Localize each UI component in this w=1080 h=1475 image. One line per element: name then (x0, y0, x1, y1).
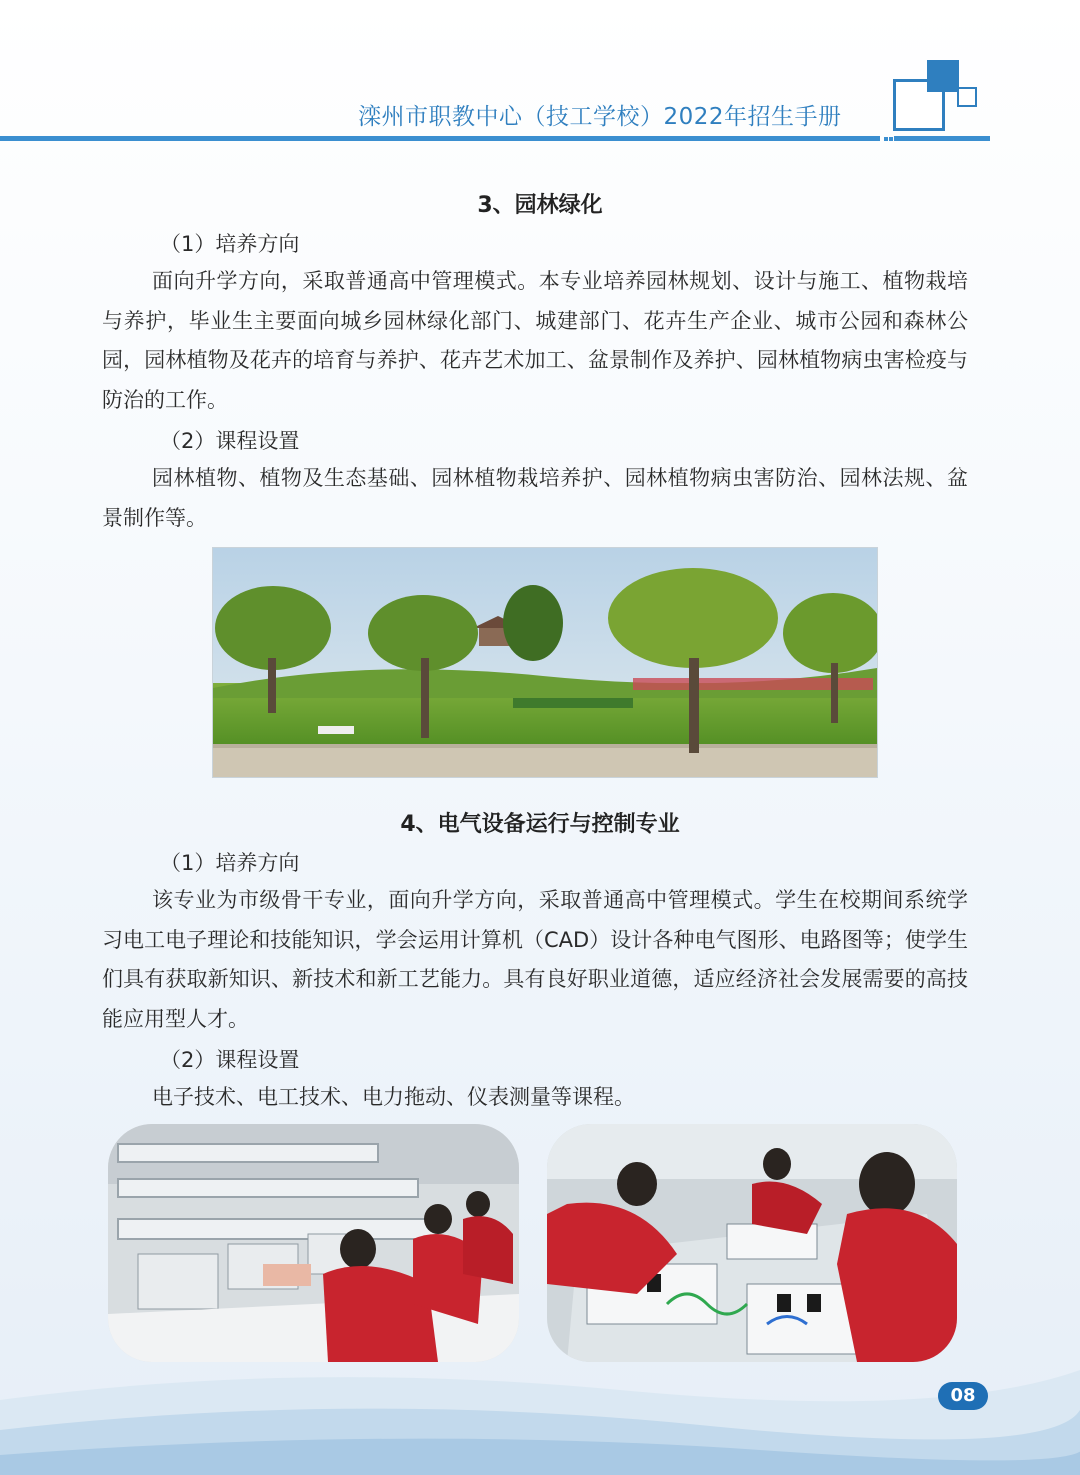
park-landscape-photo (212, 547, 878, 778)
section-3-heading: 3、园林绿化 (477, 193, 603, 218)
section-3-course-label: （2）课程设置 (160, 429, 300, 453)
section-3-course-text: 园林植物、植物及生态基础、园林植物栽培养护、园林植物病虫害防治、园林法规、盆景制作等。 (102, 466, 968, 530)
section-4-course-label: （2）课程设置 (160, 1048, 300, 1072)
footer-wave-decoration (0, 1330, 1080, 1475)
header-rule-right (894, 136, 990, 141)
section-3-training-direction-text: 面向升学方向，采取普通高中管理模式。本专业培养园林规划、设计与施工、植物栽培与养护，毕业生主要面向城乡园林绿化部门、城建部门、花卉生产企业、城市公园和森林公园，园林植物及花卉的培育与养护、花卉艺术加工、盆景制作及养护、园林植物病虫害检疫与防治的工作。 (102, 269, 968, 412)
page-number-badge: 08 (938, 1382, 988, 1410)
decorative-square-small (957, 87, 977, 107)
section-4-training-direction-label: （1）培养方向 (160, 851, 300, 875)
header-rule (0, 136, 880, 141)
handbook-title: 滦州市职教中心（技工学校）2022年招生手册 (358, 104, 842, 130)
section-3-training-direction-label: （1）培养方向 (160, 232, 300, 256)
section-4-heading: 4、电气设备运行与控制专业 (400, 812, 680, 837)
header-rule-dot (884, 137, 888, 141)
electrical-wiring-practice-photo (547, 1124, 957, 1362)
electronics-lab-photo (108, 1124, 519, 1362)
header-rule-dot (889, 137, 893, 141)
section-4-course-text: 电子技术、电工技术、电力拖动、仪表测量等课程。 (152, 1085, 635, 1109)
decorative-square-filled (927, 60, 959, 92)
section-4-training-direction-text: 该专业为市级骨干专业，面向升学方向，采取普通高中管理模式。学生在校期间系统学习电工电子理论和技能知识，学会运用计算机（CAD）设计各种电气图形、电路图等；使学生们具有获取新知识、新技术和新工艺能力。具有良好职业道德，适应经济社会发展需要的高技能应用型人才。 (102, 888, 968, 1031)
